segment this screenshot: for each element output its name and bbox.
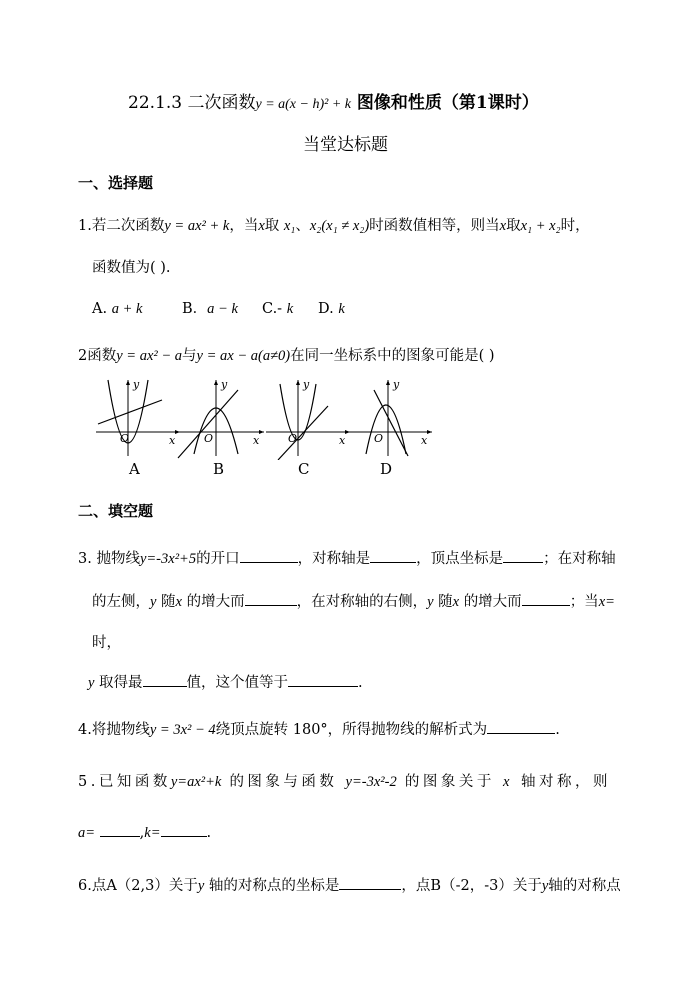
graph-c-figure [262, 376, 352, 460]
section-heading-fill: 二、填空题 [78, 502, 154, 520]
q5-text: 轴对称，则 [520, 774, 611, 790]
q1-text: 、 [295, 218, 310, 234]
q5-blank-a[interactable] [100, 822, 140, 837]
q1-text: 时， [560, 218, 590, 234]
q6-text: 轴的对称点 [548, 878, 621, 894]
question-5-line2 [78, 822, 211, 842]
q2-formula-2: y = ax − a [196, 348, 258, 364]
q3-text: 的开口 [196, 551, 240, 567]
q3-text: ，顶点坐标是 [416, 551, 504, 567]
q3-text: 的增大而 [186, 594, 245, 610]
svg-text:O: O [120, 432, 130, 445]
q3-text: ，对称轴是 [297, 551, 371, 567]
q1-sum: x₁ + x₂ [520, 218, 561, 234]
svg-text:O: O [204, 432, 214, 445]
option-c: C.- k [262, 301, 294, 317]
question-3-line1 [78, 547, 616, 568]
question-3-line3: 时， [92, 635, 121, 651]
svg-text:x: x [421, 434, 428, 447]
q3-text: ；当 [569, 594, 599, 610]
q3-blank-opening[interactable] [240, 548, 298, 563]
q5-text: 的图象关于 [404, 774, 495, 790]
question-3-line4 [88, 671, 363, 692]
q3-text: 随 [438, 594, 453, 610]
q2-condition: (a≠0) [257, 348, 291, 364]
graph-c-label: C [298, 460, 310, 478]
q1-text: 取 [264, 218, 280, 234]
svg-text:y: y [303, 378, 310, 391]
q3-var: y [88, 675, 95, 691]
q3-text: ；在对称轴 [543, 551, 616, 567]
question-6 [78, 874, 621, 895]
q4-text: . [555, 722, 560, 738]
q5-var: x [502, 774, 513, 790]
q1-text: 时函数值相等，则当 [369, 218, 500, 234]
q5-sep: , [139, 825, 145, 841]
graph-d-label: D [380, 460, 393, 478]
q5-text: . [206, 825, 212, 841]
graph-a-figure [92, 376, 182, 460]
q3-blank-vertex[interactable] [503, 548, 543, 563]
svg-text:O: O [288, 432, 298, 445]
q2-formula-1: y = ax² − a [116, 348, 183, 364]
q6-var: y [541, 878, 549, 894]
title-prefix: 22.1.3 二次函数 [128, 93, 256, 113]
q3-blank-axis[interactable] [370, 548, 416, 563]
svg-text:x: x [339, 434, 346, 447]
q6-text: 6.点A（2,3）关于 [78, 878, 198, 894]
graph-a-label: A [129, 460, 140, 478]
title-formula: y = a(x − h)² + k [255, 97, 351, 112]
q4-blank-answer[interactable] [487, 719, 555, 734]
q3-text: 3. 抛物线 [78, 551, 140, 567]
q4-text: 绕顶点旋转 180°，所得抛物线的解析式为 [215, 722, 488, 738]
q1-var: x₁ [283, 218, 296, 234]
svg-text:x: x [253, 434, 260, 447]
question-1-line1 [78, 214, 590, 235]
q3-text: 的增大而 [463, 594, 522, 610]
q2-text: 在同一坐标系中的图象可能是( ) [290, 348, 495, 364]
q1-text: 取 [506, 218, 521, 234]
q2-text: 与 [182, 348, 197, 364]
question-2-stem [78, 344, 495, 365]
q2-text: 2函数 [78, 348, 117, 364]
q3-text: . [358, 675, 363, 691]
option-b: B．a − k [182, 301, 238, 317]
q5-a-label: a= [78, 825, 96, 841]
q6-var: y [197, 878, 205, 894]
q3-text: ，在对称轴的右侧， [296, 594, 428, 610]
q3-var: y [427, 594, 434, 610]
question-1-line2: 函数值为( ). [92, 260, 171, 276]
q3-var: x [452, 594, 460, 610]
graph-b [176, 376, 266, 478]
q5-formula-1: y=ax²+k [170, 774, 222, 790]
q3-formula: y=-3x²+5 [139, 551, 197, 567]
svg-text:y: y [133, 378, 140, 391]
q1-var: x₂ [309, 218, 322, 234]
svg-text:x: x [169, 434, 176, 447]
question-1-options [92, 297, 345, 318]
q3-blank-extreme[interactable] [143, 672, 187, 687]
q5-blank-k[interactable] [161, 822, 207, 837]
q3-text: 的左侧， [92, 594, 150, 610]
title-suffix: 图像和性质（第1课时） [351, 93, 539, 113]
q6-blank-a[interactable] [339, 875, 401, 890]
q1-text: ，当 [229, 218, 259, 234]
q3-var: x= [598, 594, 615, 610]
section-heading-choice: 一、选择题 [78, 174, 154, 192]
question-4 [78, 718, 560, 739]
document-subtitle: 当堂达标题 [303, 135, 388, 155]
q5-k-label: k= [144, 825, 161, 841]
graph-b-label: B [213, 460, 225, 478]
q3-text: 取得最 [99, 675, 143, 691]
q1-var: x [258, 218, 265, 234]
graph-b-figure [176, 376, 266, 460]
q3-text: 随 [161, 594, 176, 610]
q1-var: x [499, 218, 507, 234]
q1-text: 1.若二次函数 [78, 218, 165, 234]
option-d: D. k [318, 301, 345, 317]
question-3-line2 [92, 590, 615, 611]
q3-var: y [150, 594, 157, 610]
q6-text: ，点B（-2，-3）关于 [401, 878, 542, 894]
svg-text:O: O [374, 432, 384, 445]
svg-text:y: y [221, 378, 228, 391]
q4-formula: y = 3x² − 4 [149, 722, 216, 738]
q3-text: 值，这个值等于 [186, 675, 289, 691]
q3-blank-left-trend[interactable] [245, 591, 297, 606]
graph-d-figure [344, 376, 434, 460]
q5-formula-2: y=-3x²-2 [345, 774, 397, 790]
q5-text: 的图象与函数 [229, 774, 338, 790]
question-5-line1 [78, 770, 611, 791]
q3-blank-value[interactable] [288, 672, 358, 687]
q4-text: 4.将抛物线 [78, 722, 150, 738]
q5-text: 5.已知函数 [78, 774, 171, 790]
graph-d [344, 376, 434, 478]
q3-blank-right-trend[interactable] [522, 591, 570, 606]
svg-text:y: y [393, 378, 400, 391]
graph-c [262, 376, 352, 478]
q1-condition: (x₁ ≠ x₂) [321, 218, 370, 234]
graph-a [92, 376, 182, 478]
q1-formula: y = ax² + k [164, 218, 230, 234]
option-a: A. a + k [92, 301, 143, 317]
document-title [128, 88, 539, 113]
q6-text: 轴的对称点的坐标是 [208, 878, 340, 894]
q3-var: x [175, 594, 182, 610]
